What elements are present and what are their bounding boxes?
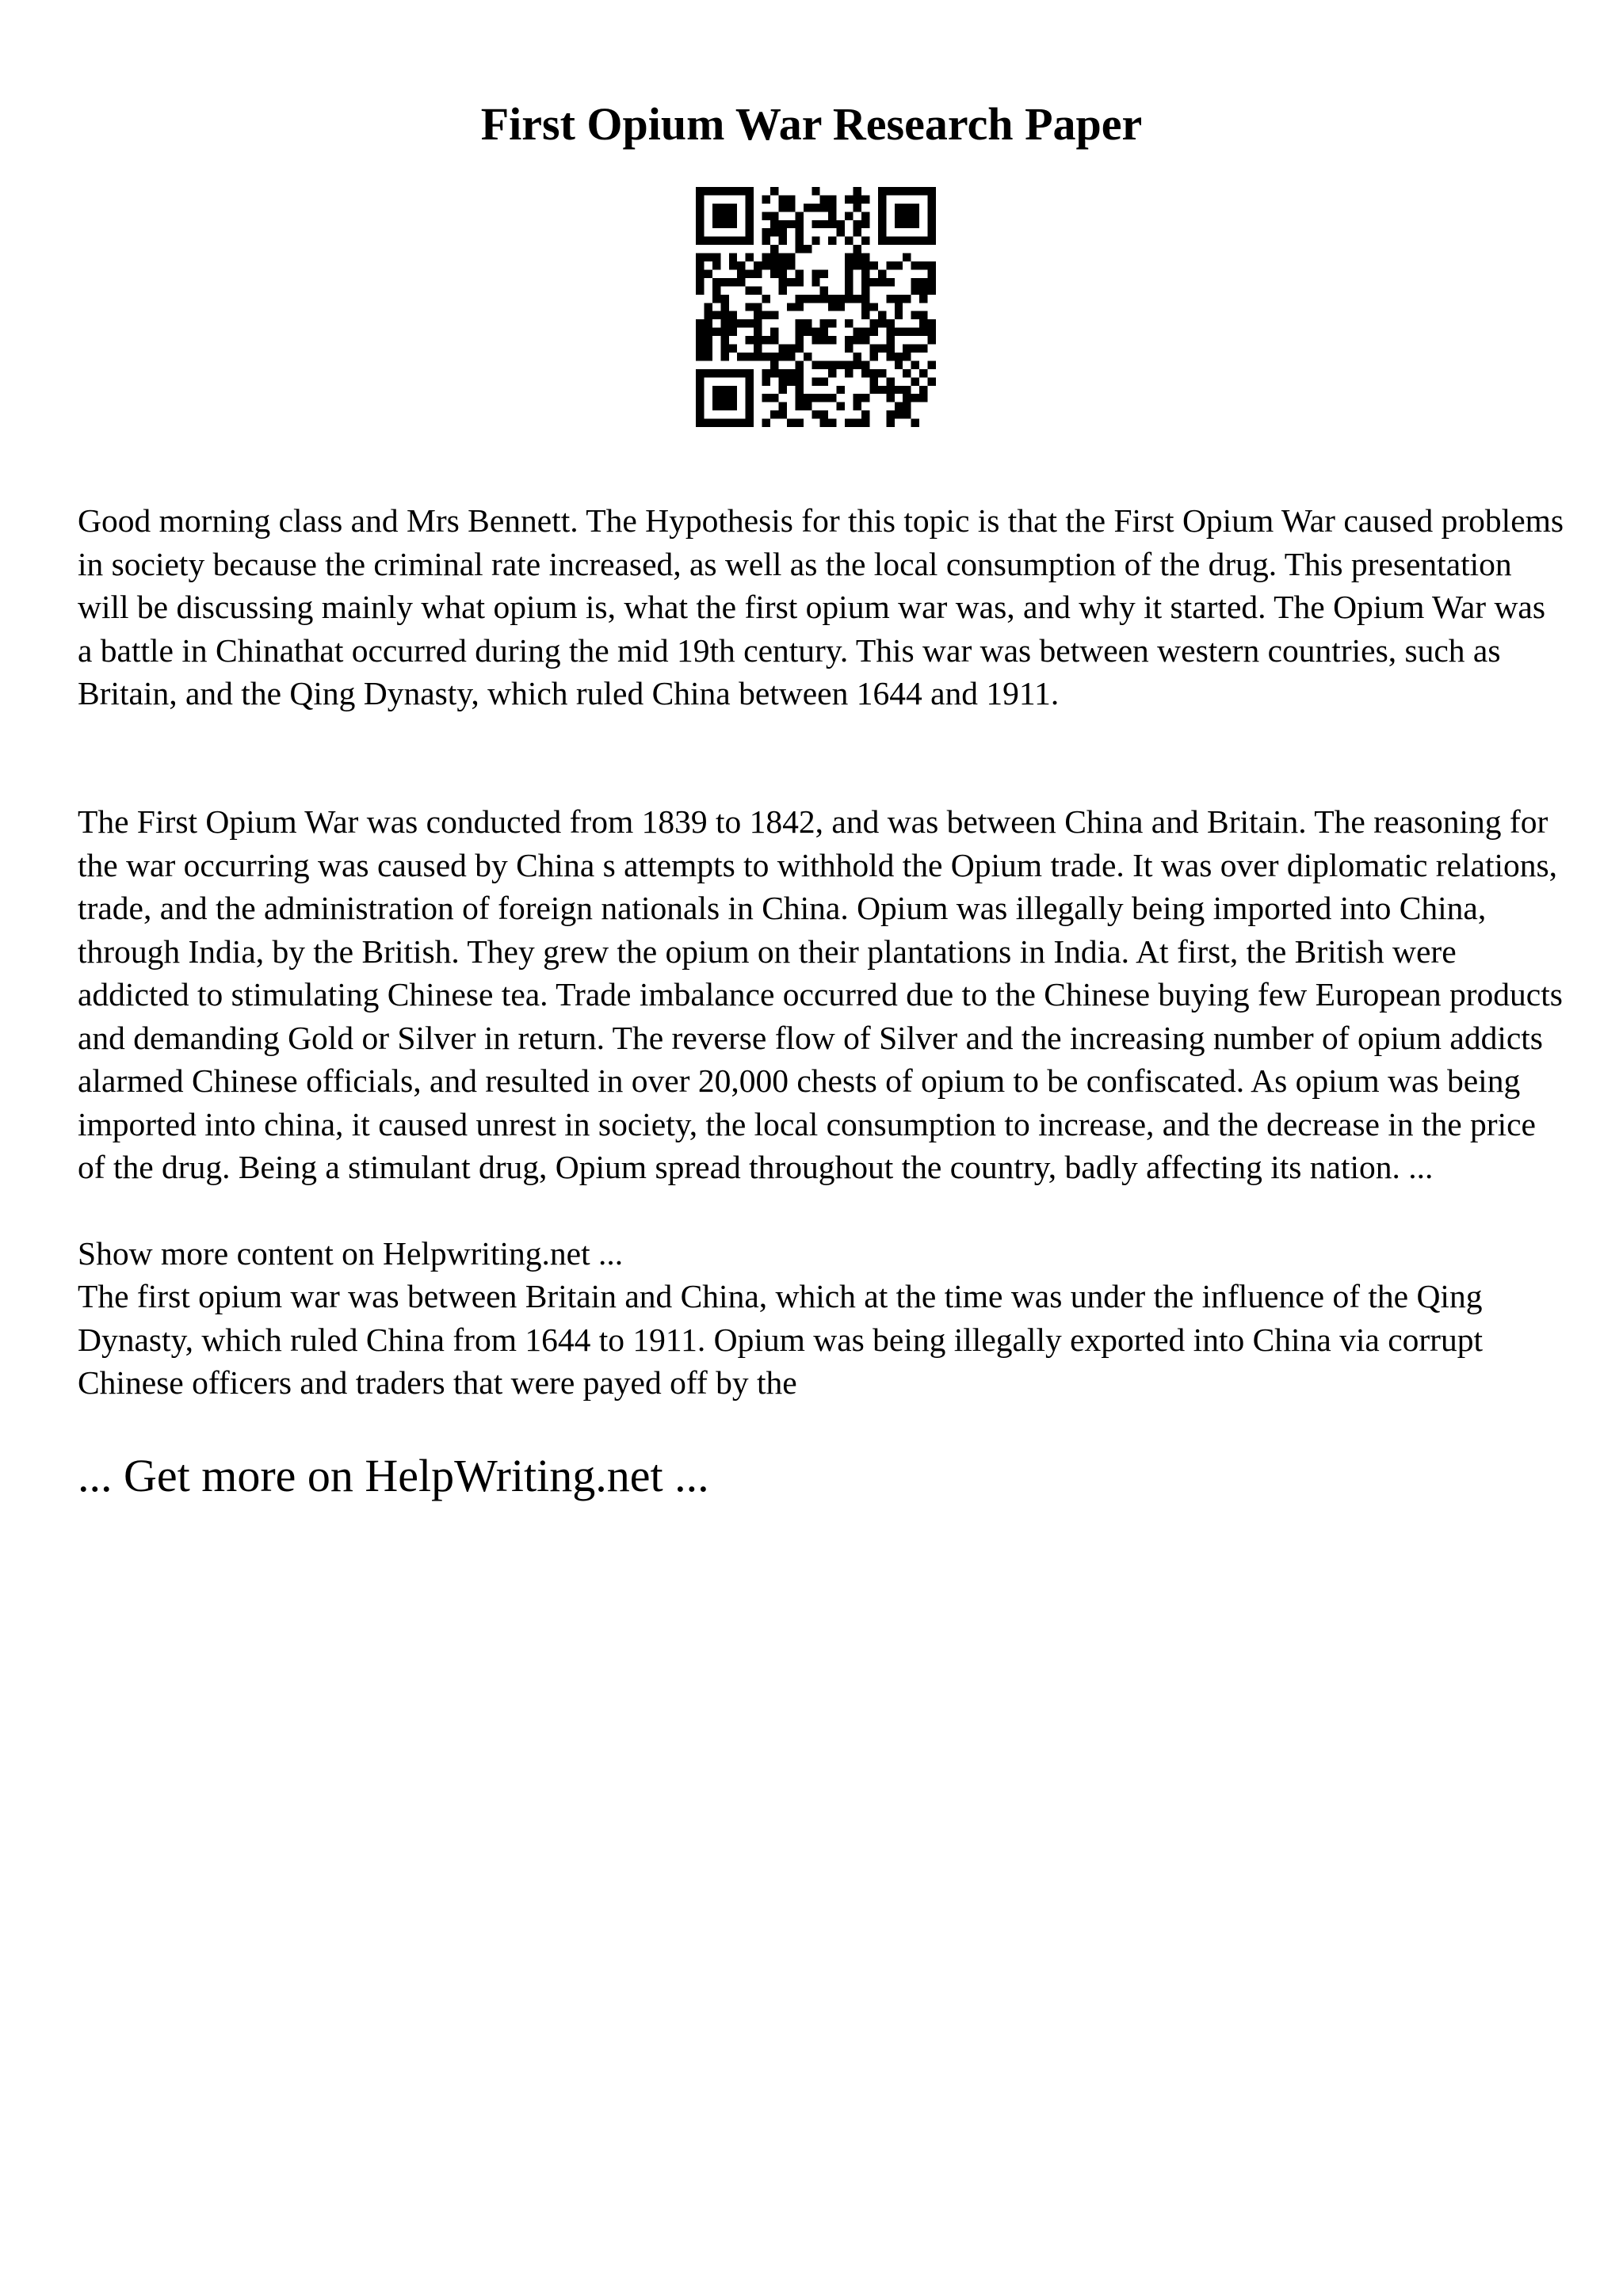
show-more-link[interactable]: Show more content on Helpwriting.net ... — [78, 1235, 624, 1272]
page-title: First Opium War Research Paper — [480, 98, 1143, 150]
get-more-link[interactable]: ... Get more on HelpWriting.net ... — [78, 1450, 709, 1501]
qr-code-icon[interactable] — [696, 187, 936, 427]
paragraph-war-overview: The First Opium War was conducted from 1839 to 1842, and was between China and Britain. The reasoning for the war occurring was caused by China s attempts to withhold the Opium trade. It was over diplomatic relations, trade, and the administration of foreign nationals in China. Opium was illegally being imported into China, through India, by the British. They grew the opium on their plantations in India. At first, the British were addicted to stimulating Chinese tea. Trade imbalance occurred due to the Chinese buying few European products and demanding Gold or Silver in return. The reverse flow of Silver and the increasing number of opium addicts alarmed Chinese officials, and resulted in over 20,000 chests of opium to be confiscated. As opium was being imported into china, it caused unrest in society, the local consumption to increase, and the decrease in the price of the drug. Being a stimulant drug, Opium spread throughout the country, badly affecting its nation. ... — [78, 803, 1563, 1185]
paragraph-continuation: The first opium war was between Britain and China, which at the time was under the influence of the Qing Dynasty, which ruled China from 1644 to 1911. Opium was being illegally exported into China via corrupt Chinese officers and traders that were payed off by the — [78, 1278, 1484, 1401]
paragraph-introduction: Good morning class and Mrs Bennett. The Hypothesis for this topic is that the First Opium War caused problems in society because the criminal rate increased, as well as the local consumption of the drug. This presentation will be discussing mainly what opium is, what the first opium war was, and why it started. The Opium War was a battle in Chinathat occurred during the mid 19th century. This war was between western countries, such as Britain, and the Qing Dynasty, which ruled China between 1644 and 1911. — [78, 502, 1564, 711]
